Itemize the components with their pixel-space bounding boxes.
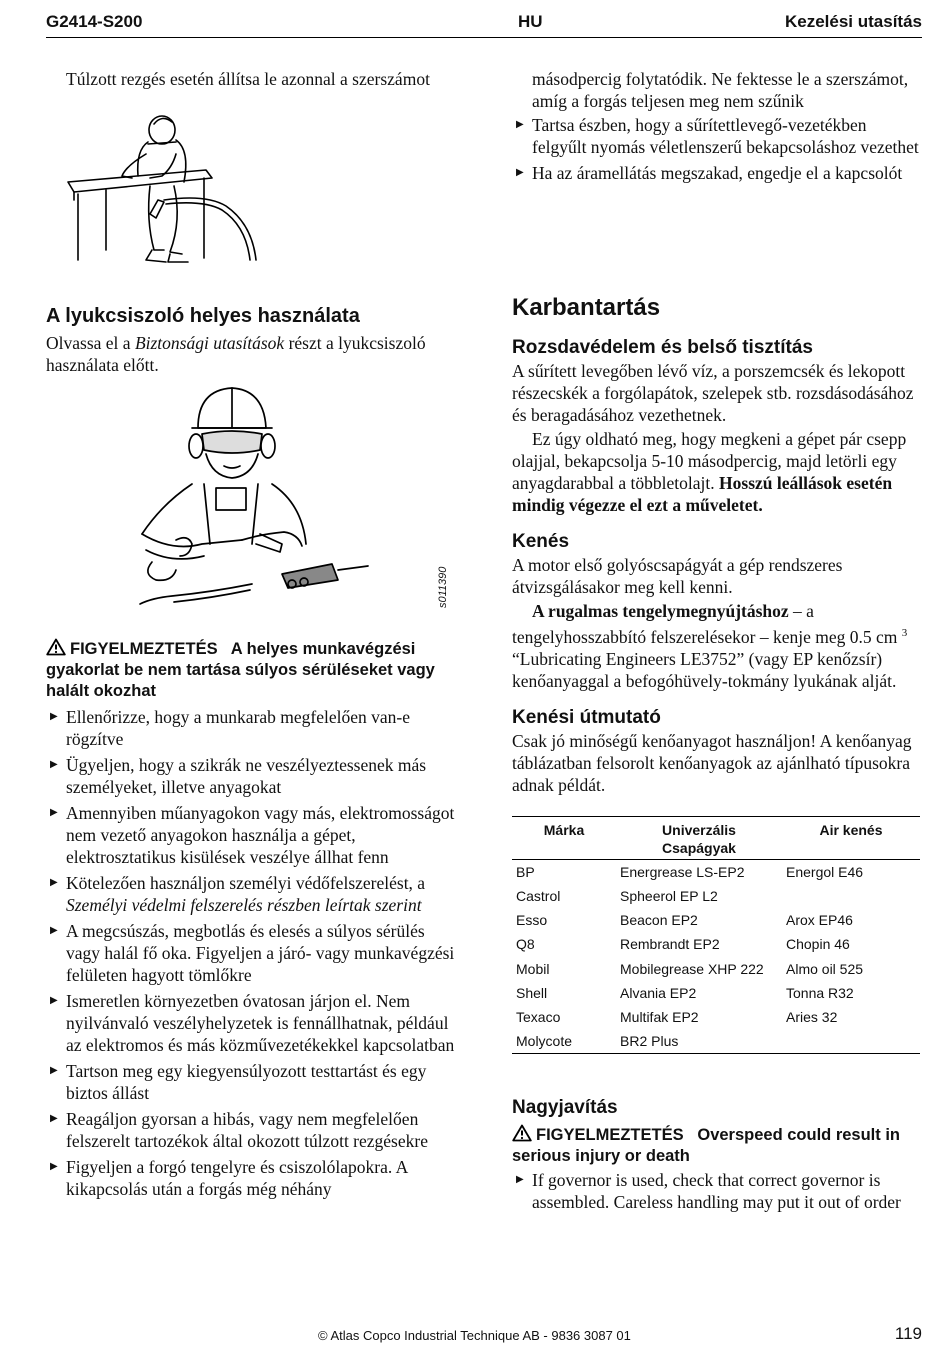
page-number: 119 bbox=[894, 1324, 922, 1343]
table-row: Shell Alvania EP2 Tonna R32 bbox=[516, 984, 854, 1001]
warning-text: Overspeed could result in serious injury or death bbox=[512, 1126, 900, 1165]
list-item: ▶ Amennyiben műanyagokon vagy más, elektromosságot nem vezető anyagokon használja a gépet, elektrosztatikus kisülések veszélye állhat fenn bbox=[46, 802, 462, 868]
copyright-text: © Atlas Copco Industrial Technique AB - 9836 3087 01 bbox=[318, 1328, 631, 1343]
warning-label: FIGYELMEZTETÉS bbox=[536, 1126, 684, 1144]
maintenance-section bbox=[512, 294, 924, 1054]
list-item: ▶ Figyeljen a forgó tengelyre és csiszolólapokra. A kikapcsolás után a forgás még néhány bbox=[46, 1156, 462, 1200]
model-code: G2414-S200 bbox=[46, 12, 143, 31]
lube-paragraph-1: A motor első golyóscsapágyát a gép rendszeres átvizsgálásakor meg kell kenni. bbox=[512, 555, 843, 597]
lube-guide-paragraph: Csak jó minőségű kenőanyagot használjon! A kenőanyag táblázatban felsorolt kenőanyagok az ajánlható típusokra adnak példát. bbox=[512, 730, 912, 795]
subsection-title-rust: Rozsdavédelem és belső tisztítás bbox=[512, 337, 813, 358]
left-column bbox=[46, 68, 462, 90]
read-instructions: Olvassa el a Biztonsági utasítások részt a lyukcsiszoló használata előtt. bbox=[46, 333, 426, 375]
column-header-air-lube: Air kenés bbox=[819, 821, 883, 838]
list-item: ▶ Ha az áramellátás megszakad, engedje el a kapcsolót bbox=[512, 162, 924, 184]
rust-paragraph-2: Ez úgy oldható meg, hogy megkeni a gépet pár csepp olajjal, bekapcsolja 5-10 másodpercig, majd letörli egy anyagdarabbal a többletolajt. Hosszú leállások esetén mindig végezze el ezt a műveletet. bbox=[512, 429, 907, 515]
continued-text: másodpercig folytatódik. Ne fektesse le a szerszámot, amíg a forgás teljesen meg nem szűnik bbox=[532, 69, 909, 111]
list-item: ▶ If governor is used, check that correct governor is assembled. Careless handling may put it out of order bbox=[512, 1169, 924, 1213]
right-bullet-list bbox=[512, 114, 924, 184]
left-warning-block bbox=[46, 638, 462, 1204]
table-row: Q8 Rembrandt EP2 Chopin 46 bbox=[516, 936, 850, 953]
page-header bbox=[46, 12, 922, 38]
safety-bullet-list bbox=[46, 706, 462, 1200]
list-item: ▶ Kötelezően használjon személyi védőfelszerelést, a Személyi védelmi felszerelés részben leírtak szerint bbox=[46, 872, 462, 916]
table-row: Molycote BR2 Plus bbox=[512, 1029, 920, 1053]
subsection-title-lube-guide: Kenési útmutató bbox=[512, 706, 661, 728]
warning-icon bbox=[512, 1124, 532, 1142]
ppe-reference: Személyi védelmi felszerelés részben leírtak szerint bbox=[66, 895, 422, 915]
warning-label: FIGYELMEZTETÉS bbox=[70, 640, 218, 658]
vibration-note: Túlzott rezgés esetén állítsa le azonnal a szerszámot bbox=[66, 69, 430, 89]
list-item: ▶ Tartson meg egy kiegyensúlyozott testtartást és egy biztos állást bbox=[46, 1060, 462, 1104]
document-title: Kezelési utasítás bbox=[784, 12, 922, 31]
list-item: ▶ A megcsúszás, megbotlás és elesés a súlyos sérülés vagy halál fő oka. Figyeljen a járó- vagy munkavégzési felületen hagyott tömlőkre bbox=[46, 920, 462, 986]
language-code: HU bbox=[518, 12, 543, 31]
safety-instructions-ref: Biztonsági utasítások bbox=[134, 333, 285, 353]
overhaul-bullet-list bbox=[512, 1169, 924, 1213]
warning-correct-use bbox=[46, 638, 462, 702]
rust-bold-note: Hosszú leállások esetén mindig végezze el ezt a műveletet. bbox=[512, 473, 893, 515]
table-header-row bbox=[512, 816, 920, 859]
warning-text: A helyes munkavégzési gyakorlat be nem tartása súlyos sérüléseket vagy halált okozhat bbox=[46, 640, 435, 700]
list-item: ▶ Ismeretlen környezetben óvatosan járjon el. Nem nyilvánvaló veszélyhelyzetek is fennállhatnak, például az elektromos és más közművezetékekkel kapcsolatban bbox=[46, 990, 462, 1056]
overhaul-section bbox=[512, 1096, 924, 1217]
figure-code: s011390 bbox=[437, 566, 449, 608]
warning-overspeed bbox=[512, 1124, 924, 1167]
lubricant-table bbox=[512, 816, 920, 1054]
table-row: Esso Beacon EP2 Arox EP46 bbox=[516, 912, 853, 929]
section-title-maintenance: Karbantartás bbox=[512, 294, 661, 321]
table-row: Mobil Mobilegrease XHP 222 Almo oil 525 bbox=[516, 960, 864, 977]
column-header-bearings: Univerzális Csapágyak bbox=[662, 821, 736, 856]
correct-use-section bbox=[46, 304, 462, 376]
rust-paragraph-1: A sűrített levegőben lévő víz, a porszemcsék és lekopott részecskék a forgólapátok, szelepek stb. rozsdásodásához és beragadásához vezethetnek. bbox=[512, 361, 914, 425]
column-header-brand: Márka bbox=[543, 821, 585, 838]
list-item: ▶ Ügyeljen, hogy a szikrák ne veszélyeztessenek más személyeket, illetve anyagokat bbox=[46, 754, 462, 798]
lube-bold-lead: A rugalmas tengelymegnyújtáshoz bbox=[532, 601, 789, 621]
subsection-title-overhaul: Nagyjavítás bbox=[512, 1097, 618, 1118]
table-row: Texaco Multifak EP2 Aries 32 bbox=[516, 1009, 838, 1026]
table-row: BP Energrease LS-EP2 Energol E46 bbox=[516, 863, 864, 880]
list-item: ▶ Tartsa észben, hogy a sűrítettlevegő-vezetékben felgyűlt nyomás véletlenszerű bekapcsoláshoz vezethet bbox=[512, 114, 924, 158]
worker-with-grinder-illustration bbox=[132, 384, 432, 614]
section-title-correct-use: A lyukcsiszoló helyes használata bbox=[46, 305, 360, 327]
subsection-title-lubrication: Kenés bbox=[512, 531, 570, 552]
right-column bbox=[512, 68, 924, 188]
list-item: ▶ Ellenőrizze, hogy a munkarab megfelelően van-e rögzítve bbox=[46, 706, 462, 750]
lube-paragraph-2: A rugalmas tengelymegnyújtáshoz – a tengelyhosszabbító felszerelésekor – kenje meg 0.5 cm $^3$ “Lubricating Engineers LE3752” (vagy EP kenőzsír) kenőanyaggal a befogóhüvely-tokmány lyukának alját. bbox=[512, 601, 908, 691]
table-row: Castrol Spheerol EP L2 bbox=[516, 887, 718, 904]
warning-icon bbox=[46, 638, 66, 656]
list-item: ▶ Reagáljon gyorsan a hibás, vagy nem megfelelően felszerelt tartozékok által okozott túlzott rezgésekre bbox=[46, 1108, 462, 1152]
worker-at-table-illustration bbox=[66, 110, 266, 266]
